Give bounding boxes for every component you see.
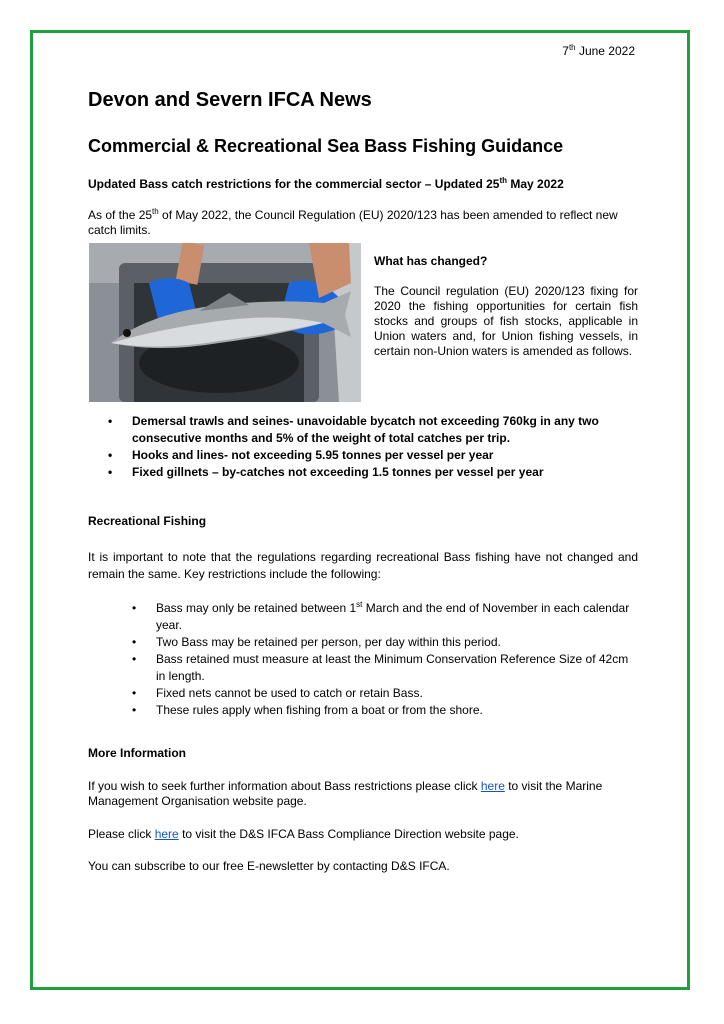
recreational-text: It is important to note that the regulations regarding recreational Bass fishing have not changed and remain the same. Key restrictions include the following: — [88, 550, 638, 581]
date: 7th June 2022 — [562, 43, 635, 58]
list-item: • Two Bass may be retained per person, per day within this period. — [132, 635, 501, 649]
recreational-heading: Recreational Fishing — [88, 514, 207, 528]
compliance-paragraph: Please click here to visit the D&S IFCA Bass Compliance Direction website page. — [88, 827, 519, 841]
list-item: • Fixed gillnets – by-catches not exceeding 1.5 tonnes per vessel per year — [108, 465, 544, 479]
page-border — [30, 30, 690, 990]
list-item: • These rules apply when fishing from a boat or from the shore. — [132, 703, 483, 717]
compliance-link[interactable]: here — [154, 827, 179, 841]
list-item: • Hooks and lines- not exceeding 5.95 tonnes per vessel per year — [108, 448, 494, 462]
page-subtitle: Commercial & Recreational Sea Bass Fishing Guidance — [88, 136, 564, 156]
what-changed-heading: What has changed? — [374, 254, 488, 268]
intro-paragraph: As of the 25th of May 2022, the Council Regulation (EU) 2020/123 has been amended to reflect new catch limits. — [88, 207, 618, 237]
more-info-heading: More Information — [88, 746, 186, 760]
newsletter-paragraph: You can subscribe to our free E-newsletter by contacting D&S IFCA. — [88, 859, 450, 873]
what-changed-text: The Council regulation (EU) 2020/123 fixing for 2020 the fishing opportunities for certain fish stocks and groups of fish stocks, applicable in Union waters and, for Union fishing vessels, in certain non-Union waters is amended as follows. — [374, 284, 638, 358]
list-item: • Demersal trawls and seines- unavoidable bycatch not exceeding 760kg in any two consecutive months and 5% of the weight of total catches per trip. — [108, 414, 599, 445]
recreational-restrictions-list — [132, 600, 638, 719]
mmo-link[interactable]: here — [480, 779, 505, 793]
more-info-paragraph: If you wish to seek further information about Bass restrictions please click here to visit the Marine Management Organisation website page. — [88, 779, 603, 808]
bass-photo — [89, 243, 361, 402]
list-item: • Bass retained must measure at least the Minimum Conservation Reference Size of 42cm in length. — [132, 652, 629, 683]
list-item: • Fixed nets cannot be used to catch or retain Bass. — [132, 686, 423, 700]
commercial-restrictions-list — [108, 413, 638, 481]
section-heading: Updated Bass catch restrictions for the commercial sector – Updated 25th May 2022 — [88, 176, 564, 191]
list-item: • Bass may only be retained between 1st March and the end of November in each calendar year. — [132, 600, 630, 632]
page-title: Devon and Severn IFCA News — [88, 89, 372, 111]
